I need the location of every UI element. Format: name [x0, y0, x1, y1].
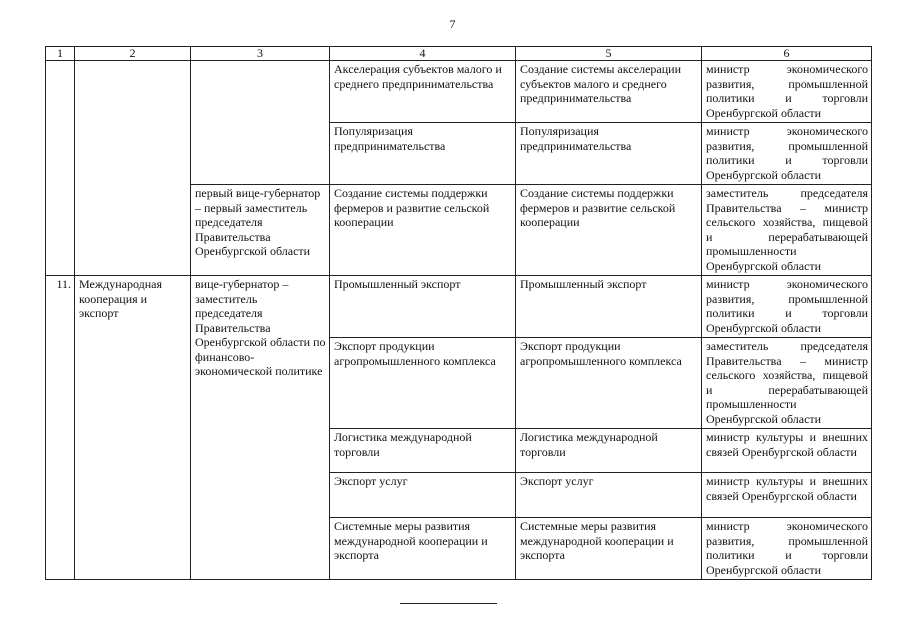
curator-cell: первый вице-губернатор – первый заместитель председателя Правительства Оренбургской области — [191, 185, 330, 276]
responsible-cell: министр культуры и внешних связей Оренбургской области — [702, 473, 872, 518]
column-header-1: 1 — [46, 47, 75, 61]
project-cell: Системные меры развития международной кооперации и экспорта — [330, 518, 516, 580]
column-header-2: 2 — [75, 47, 191, 61]
column-header-6: 6 — [702, 47, 872, 61]
responsible-cell: министр экономического развития, промышленной политики и торговли Оренбургской области — [702, 61, 872, 123]
project-cell: Экспорт продукции агропромышленного комплекса — [330, 338, 516, 429]
table-row — [46, 276, 872, 338]
column-header-4: 4 — [330, 47, 516, 61]
direction-cell: Международная кооперация и экспорт — [75, 276, 191, 580]
regional-project-cell: Создание системы поддержки фермеров и развитие сельской кооперации — [516, 185, 702, 276]
responsible-cell: министр экономического развития, промышленной политики и торговли Оренбургской области — [702, 123, 872, 185]
column-header-5: 5 — [516, 47, 702, 61]
regional-project-cell: Экспорт продукции агропромышленного комплекса — [516, 338, 702, 429]
responsible-cell: заместитель председателя Правительства – министр сельского хозяйства, пищевой и перерабатывающей промышленности Оренбургской области — [702, 338, 872, 429]
regional-project-cell: Промышленный экспорт — [516, 276, 702, 338]
regional-project-cell: Создание системы акселерации субъектов малого и среднего предпринимательства — [516, 61, 702, 123]
project-cell: Создание системы поддержки фермеров и развитие сельской кооперации — [330, 185, 516, 276]
column-header-3: 3 — [191, 47, 330, 61]
header-row — [46, 47, 872, 61]
responsible-cell: министр экономического развития, промышленной политики и торговли Оренбургской области — [702, 518, 872, 580]
table-row — [46, 61, 872, 123]
project-cell: Промышленный экспорт — [330, 276, 516, 338]
row-number-cell — [46, 61, 75, 276]
regional-project-cell: Популяризация предпринимательства — [516, 123, 702, 185]
responsible-cell: министр экономического развития, промышленной политики и торговли Оренбургской области — [702, 276, 872, 338]
footnote-separator — [400, 603, 497, 604]
regional-project-cell: Логистика международной торговли — [516, 429, 702, 473]
curator-cell: вице-губернатор – заместитель председателя Правительства Оренбургской области по финансово-экономической политике — [191, 276, 330, 580]
regional-project-cell: Экспорт услуг — [516, 473, 702, 518]
curator-cell — [191, 61, 330, 185]
row-number-cell: 11. — [46, 276, 75, 580]
responsible-cell: заместитель председателя Правительства – министр сельского хозяйства, пищевой и перерабатывающей промышленности Оренбургской области — [702, 185, 872, 276]
page-number: 7 — [449, 17, 456, 31]
responsible-cell: министр культуры и внешних связей Оренбургской области — [702, 429, 872, 473]
projects-table — [45, 46, 872, 580]
project-cell: Логистика международной торговли — [330, 429, 516, 473]
project-cell: Популяризация предпринимательства — [330, 123, 516, 185]
project-cell: Акселерация субъектов малого и среднего предпринимательства — [330, 61, 516, 123]
direction-cell — [75, 61, 191, 276]
regional-project-cell: Системные меры развития международной кооперации и экспорта — [516, 518, 702, 580]
project-cell: Экспорт услуг — [330, 473, 516, 518]
